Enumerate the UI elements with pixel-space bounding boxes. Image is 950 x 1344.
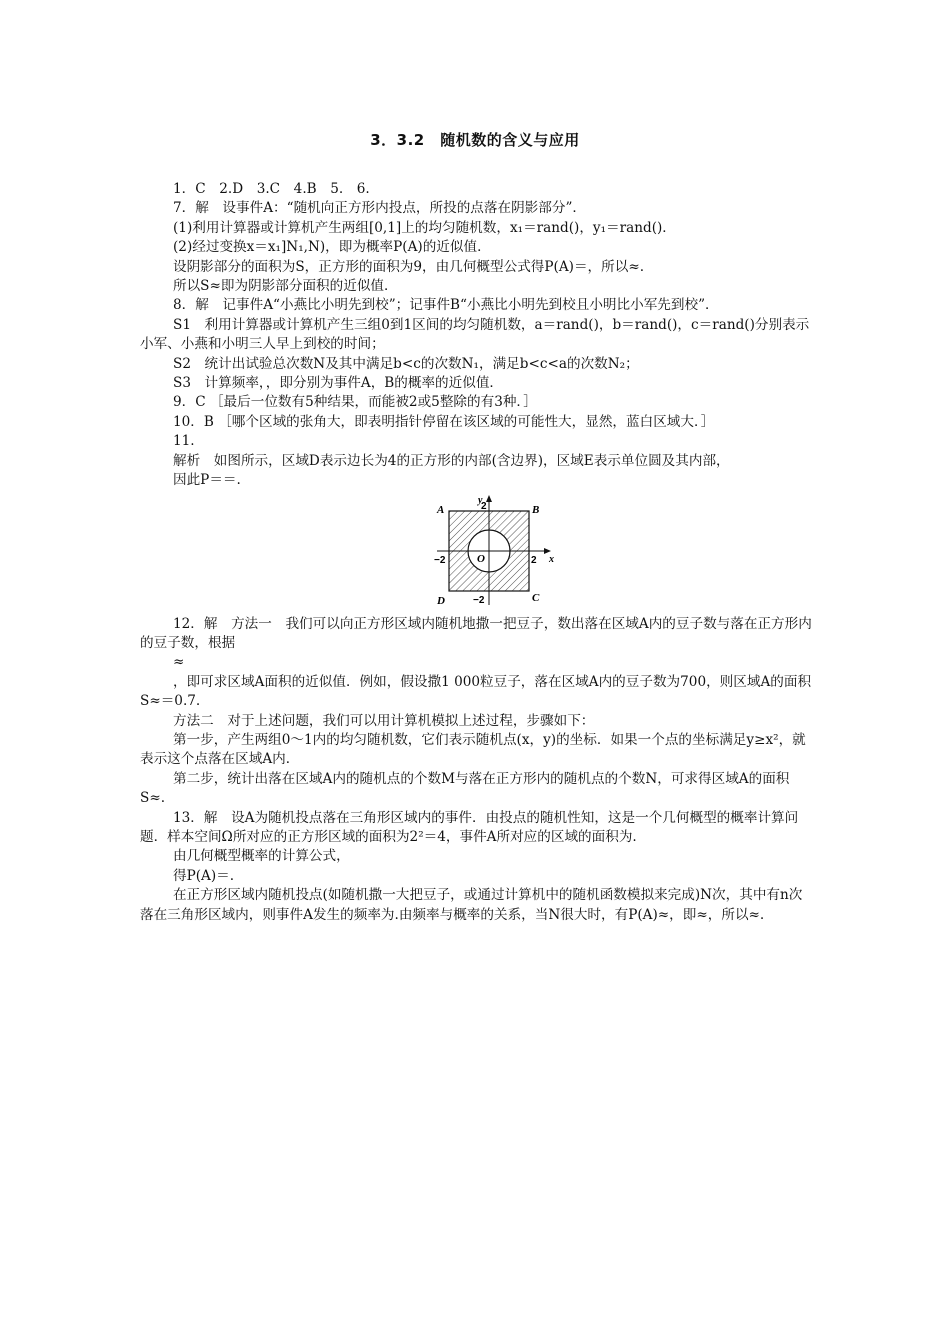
answers-1-6: 1．C 2.D 3.C 4.B 5. 6.	[173, 181, 370, 197]
answer-7-area: 设阴影部分的面积为S，正方形的面积为9，由几何概型公式得P(A)＝，所以≈.	[173, 258, 645, 275]
answer-7-step2: (2)经过变换x＝x₁]N₁,N)，即为概率P(A)的近似值．	[173, 239, 491, 256]
tick-top: 2	[481, 500, 487, 512]
label-x-axis: x	[549, 553, 554, 565]
label-b: B	[532, 503, 540, 516]
label-a: A	[437, 503, 445, 516]
answer-12-method1: 12．解 方法一 我们可以向正方形区域内随机地撒一把豆子，数出落在区域A内的豆子数与落在正方形内的豆子数，根据	[140, 615, 812, 651]
y-axis-arrow	[486, 495, 492, 502]
answer-8-s3: S3 计算频率，，即分别为事件A，B的概率的近似值．	[173, 375, 504, 392]
label-y-axis: y	[478, 494, 483, 506]
page-title: 3．3.2 随机数的含义与应用	[370, 131, 580, 149]
answer-12-step2: 第二步，统计出落在区域A内的随机点的个数M与落在正方形内的随机点的个数N，可求得区域A的面积S≈.	[140, 770, 790, 807]
answer-11-result: 因此P＝＝.	[173, 472, 241, 489]
answer-11-number: 11.	[173, 433, 195, 450]
label-origin: O	[477, 552, 485, 565]
answer-13-probability: 得P(A)＝.	[173, 867, 235, 884]
answer-11-analysis: 解析 如图所示，区域D表示边长为4的正方形的内部(含边界)，区域E表示单位圆及其内部，	[173, 452, 730, 469]
answer-8-s2: S2 统计出试验总次数N及其中满足b<c的次数N₁，满足b<c<a的次数N₂；	[173, 355, 639, 372]
answer-13-simulation: 在正方形区域内随机投点(如随机撒一大把豆子，或通过计算机中的随机函数模拟来完成)N次，其中有n次落在三角形区域内，则事件A发生的频率为.由频率与概率的关系，当N很大时，有P(A)≈，即≈，所以≈.	[140, 887, 803, 923]
answer-8-intro: 8．解 记事件A“小燕比小明先到校”；记事件B“小燕比小明先到校且小明比小军先到校”．	[173, 297, 719, 314]
answer-7-step1: (1)利用计算器或计算机产生两组[0,1]上的均匀随机数，x₁＝rand()，y₁＝rand()．	[173, 219, 676, 236]
square-circle-figure	[433, 493, 558, 615]
answer-7-conclusion: 所以S≈即为阴影部分面积的近似值．	[173, 278, 398, 295]
tick-left: −2	[434, 554, 446, 566]
answer-8-s1: S1 利用计算器或计算机产生三组0到1区间的均匀随机数，a＝rand()，b＝rand()，c＝rand()分别表示小军、小燕和小明三人早上到校的时间；	[140, 316, 810, 353]
answer-10: 10．B ［哪个区域的张角大，即表明指针停留在该区域的可能性大，显然，蓝白区域大．］	[173, 413, 715, 430]
tick-right: 2	[531, 554, 537, 566]
answer-12-example: ，即可求区域A面积的近似值．例如，假设撒1 000粒豆子，落在区域A内的豆子数为700，则区域A的面积S≈＝0.7.	[140, 673, 812, 710]
answer-13-formula: 由几何概型概率的计算公式，	[173, 848, 350, 865]
answer-13-intro: 13．解 设A为随机投点落在三角形区域内的事件．由投点的随机性知，这是一个几何概型的概率计算问题．样本空间Ω所对应的正方形区域的面积为2²＝4，事件A所对应的区域的面积为.	[140, 809, 799, 845]
answer-12-approx: ≈	[173, 654, 185, 671]
label-d: D	[437, 594, 445, 607]
answer-12-method2: 方法二 对于上述问题，我们可以用计算机模拟上述过程，步骤如下：	[173, 712, 595, 729]
answer-7-intro: 7．解 设事件A：“随机向正方形内投点，所投的点落在阴影部分”．	[173, 200, 586, 217]
label-c: C	[532, 591, 540, 604]
answer-9: 9．C ［最后一位数有5种结果，而能被2或5整除的有3种．］	[173, 394, 537, 411]
square-circle-diagram	[433, 493, 558, 615]
tick-bottom: −2	[473, 594, 485, 606]
answer-12-step1: 第一步，产生两组0～1内的均匀随机数，它们表示随机点(x，y)的坐标．如果一个点的坐标满足y≥x²，就表示这个点落在区域A内．	[140, 731, 806, 768]
answer-body	[140, 180, 812, 925]
